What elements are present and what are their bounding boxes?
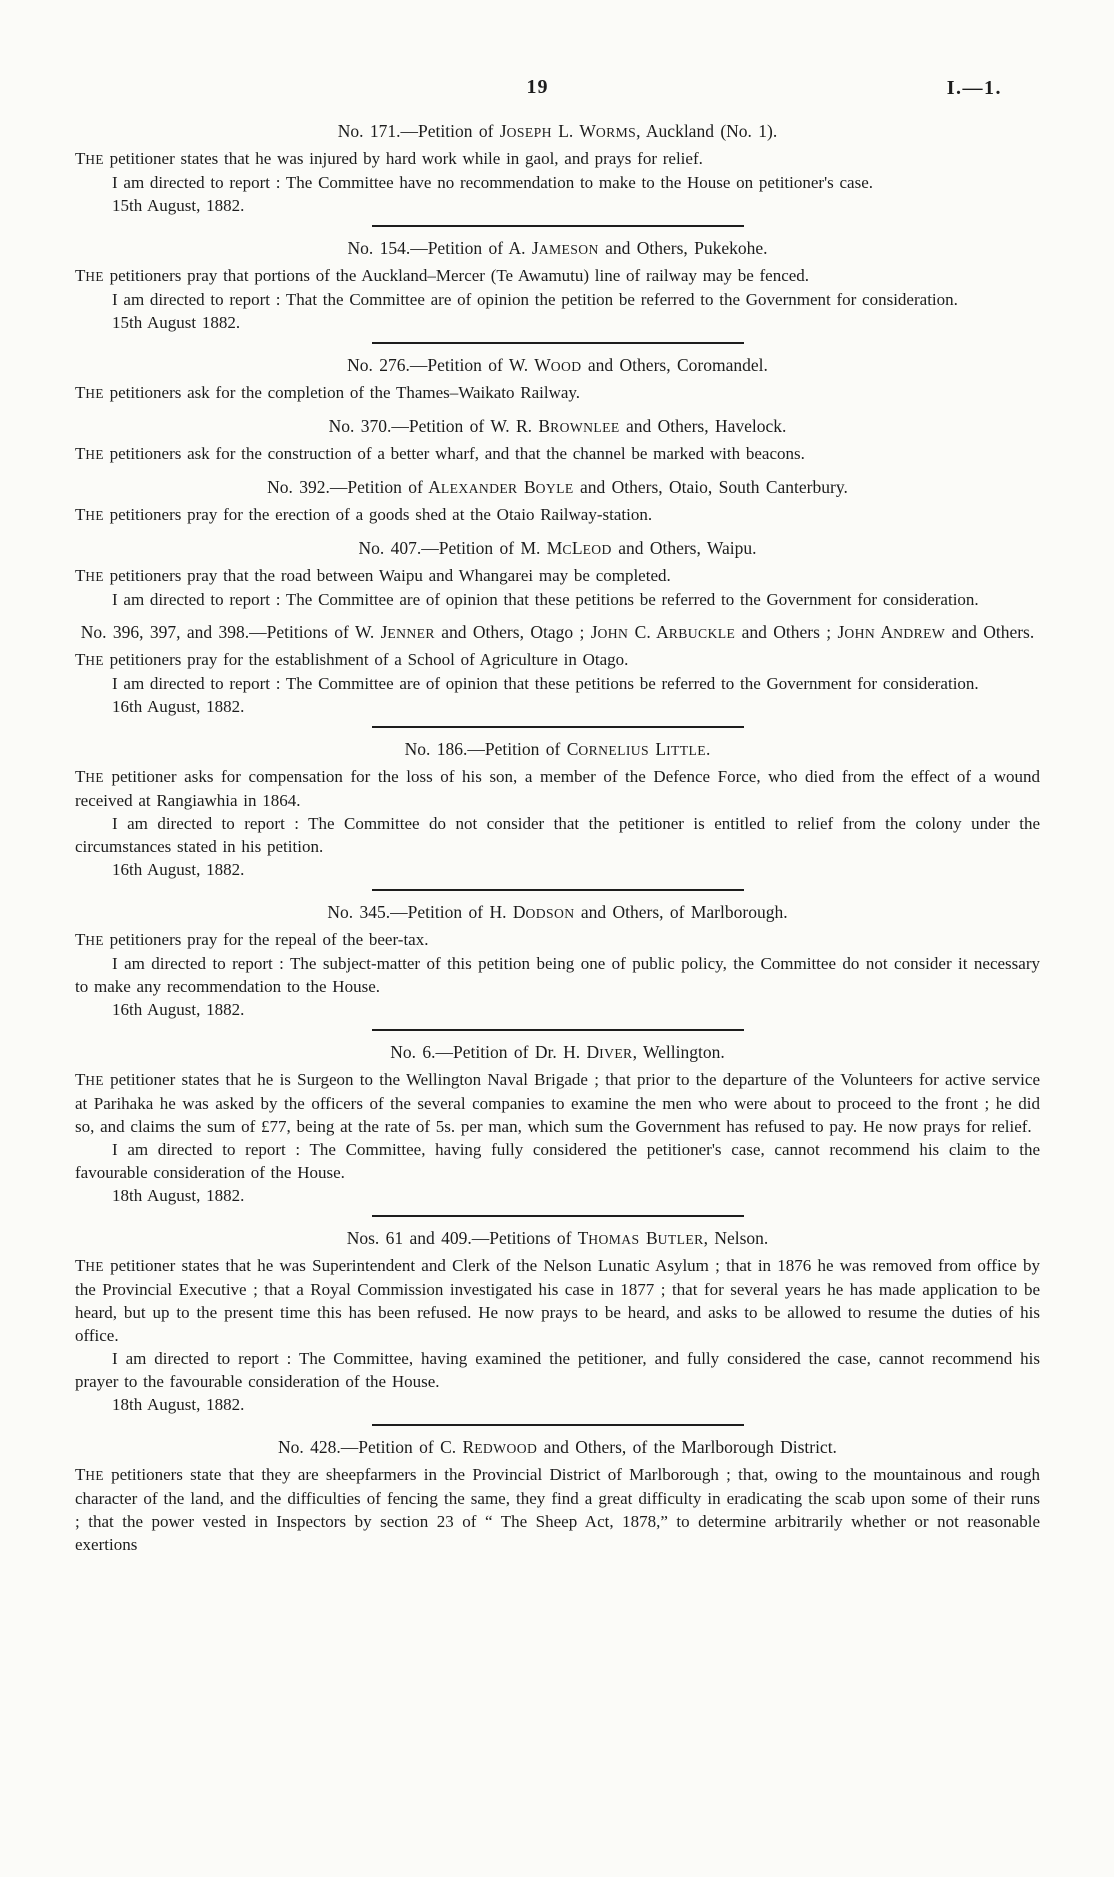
heading-text: and Others, Otaio, South Canterbury. [573,477,848,497]
heading-text: No. 276.—Petition of [347,355,509,375]
petition-paragraph: I am directed to report : The subject-matter of this petition being one of public policy, the Committee do not consider it necessary to make any recommendation to the House. [75,954,1040,996]
petition-heading [75,1227,1040,1251]
section-divider [372,1029,744,1031]
heading-text: No. 154.—Petition of [347,238,509,258]
petition-paragraph: I am directed to report : That the Committee are of opinion the petition be referred to the Government for consideration. [112,290,958,309]
section-divider [372,342,744,344]
petitioner-name: W. R. BROWNLEE [490,416,620,436]
small-caps-text: OYLE [535,481,574,496]
page-header [75,76,1040,110]
paper-reference: I.—1. [946,77,1002,99]
petition-paragraph: 15th August 1882. [112,313,241,332]
section-divider [372,1215,744,1217]
petition-entry [75,237,1040,344]
heading-text: Nos. 61 and 409.—Petitions of [346,1228,578,1248]
petitioner-name: JOHN ANDREW [837,622,946,642]
small-caps-text: LEXANDER [440,481,518,496]
small-caps-text: HE [85,386,104,401]
petition-heading [75,476,1040,500]
petition-paragraph: 16th August, 1882. [112,860,245,879]
petition-paragraph: 16th August, 1882. [112,697,245,716]
small-caps-text: HE [85,770,104,785]
small-caps-text: HE [85,269,104,284]
petition-entry [75,1436,1040,1556]
small-caps-text: HE [85,152,104,167]
small-caps-text: HE [85,1073,104,1088]
small-caps-text: UTLER [657,1232,704,1247]
petition-paragraph: THE petitioners state that they are sheepfarmers in the Provincial District of Marlborough ; that, owing to the mountainous and rough character of the land, and the difficulties of fencing the same, they find a great difficulty in eradicating the scab upon some of their runs ; that the power vested in Inspectors by section 23 of “ The Sheep Act, 1878,” to determine arbitrarily whether or not reasonable exertions [75,1465,1040,1554]
petition-heading [75,237,1040,261]
petition-paragraph: I am directed to report : The Committee do not consider that the petitioner is entitled to relief from the colony under the circumstances stated in his petition. [75,814,1040,856]
heading-text: , Wellington. [632,1042,725,1062]
section-divider [372,1424,744,1426]
petition-paragraph: I am directed to report : The Committee are of opinion that these petitions be referred to the Government for consideration. [112,590,979,609]
small-caps-text: ORNELIUS [578,743,650,758]
small-caps-text: ROWNLEE [550,420,620,435]
small-caps-text: HE [85,1259,104,1274]
small-caps-text: ENNER [387,626,435,641]
heading-text: No. 171.—Petition of [337,121,500,141]
petition-paragraph: THE petitioner states that he was injured by hard work while in gaol, and prays for relief. [75,149,703,168]
small-caps-text: EOD [582,542,612,557]
petitioner-name: DIVER [586,1042,633,1062]
petition-paragraph: 18th August, 1882. [112,1395,245,1414]
petition-paragraph: 15th August, 1882. [112,196,245,215]
small-caps-text: HE [85,1468,104,1483]
petitioner-name: JOHN C. ARBUCKLE [590,622,736,642]
small-caps-text: HE [85,508,104,523]
petition-heading [75,738,1040,762]
petition-entry [75,537,1040,611]
petitioner-name: CORNELIUS LITTLE [566,739,706,759]
small-caps-text: HOMAS [588,1232,640,1247]
petition-paragraph: THE petitioners pray for the repeal of the beer-tax. [75,930,429,949]
heading-text: No. 186.—Petition of [404,739,567,759]
petition-entry [75,354,1040,405]
heading-text: and Others ; [735,622,838,642]
small-caps-text: OHN [597,626,629,641]
petitioner-name: THOMAS BUTLER [577,1228,704,1248]
small-caps-text: C [562,542,572,557]
heading-text: and Others, of Marlborough. [574,902,788,922]
small-caps-text: ORMS [595,125,637,140]
petition-entry [75,901,1040,1031]
petition-entry [75,621,1040,728]
petition-entry [75,120,1040,227]
petition-paragraph: THE petitioners pray that portions of the Auckland–Mercer (Te Awamutu) line of railway may be fenced. [75,266,810,285]
petition-paragraph: I am directed to report : The Committee are of opinion that these petitions be referred to the Government for consideration. [112,674,979,693]
small-caps-text: HE [85,447,104,462]
petitioner-name: C. REDWOOD [440,1437,538,1457]
petition-entry [75,476,1040,527]
petitioner-name: W. WOOD [508,355,582,375]
section-divider [372,889,744,891]
petition-paragraph: I am directed to report : The Committee, having fully considered the petitioner's case, cannot recommend his claim to the favourable consideration of the House. [75,1140,1040,1182]
small-caps-text: HE [85,569,104,584]
small-caps-text: NDREW [893,626,946,641]
small-caps-text: AMESON [538,242,599,257]
petition-entry [75,415,1040,466]
petition-paragraph: 16th August, 1882. [112,1000,245,1019]
petition-paragraph: 18th August, 1882. [112,1186,245,1205]
heading-text: and Others, Havelock. [619,416,787,436]
petition-heading [75,415,1040,439]
petition-paragraph: THE petitioners pray for the erection of a goods shed at the Otaio Railway-station. [75,505,653,524]
petition-entry [75,1041,1040,1217]
petition-entries [75,120,1040,1556]
small-caps-text: HE [85,653,104,668]
small-caps-text: ODSON [525,906,575,921]
petition-paragraph: THE petitioners ask for the construction of a better wharf, and that the channel be marked with beacons. [75,444,805,463]
petition-paragraph: I am directed to report : The Committee, having examined the petitioner, and fully considered the case, cannot recommend his prayer to the favourable consideration of the House. [75,1349,1040,1391]
small-caps-text: OSEPH [506,125,552,140]
heading-text: and Others, Pukekohe. [598,238,768,258]
petition-paragraph: THE petitioner states that he is Surgeon to the Wellington Naval Brigade ; that prior to the departure of the Volunteers for active service at Parihaka he was asked by the officers of the several companies to examine the men who were about to proceed to the front ; he did so, and claims the sum of £77, being at the rate of 5s. per man, which sum the Government has refused to pay. He now prays for relief. [75,1070,1040,1136]
petitioner-name: M. MCLEOD [520,538,612,558]
heading-text: and Others, Coromandel. [581,355,768,375]
heading-text: No. 370.—Petition of [328,416,491,436]
petition-heading [75,120,1040,144]
small-caps-text: HE [85,933,104,948]
petitioner-name: JOSEPH L. WORMS [499,121,637,141]
heading-text: No. 6.—Petition of Dr. H. [390,1042,587,1062]
petition-paragraph: THE petitioner asks for compensation for the loss of his son, a member of the Defence Force, who died from the effect of a wound received at Rangiawhia in 1864. [75,767,1040,810]
heading-text: No. 392.—Petition of [267,477,429,497]
petition-paragraph: THE petitioners pray for the establishment of a School of Agriculture in Otago. [75,650,629,669]
heading-text: , Auckland (No. 1). [636,121,778,141]
petition-entry [75,1227,1040,1426]
heading-text: and Others, Otago ; [434,622,591,642]
section-divider [372,726,744,728]
heading-text: and Others, Waipu. [611,538,757,558]
small-caps-text: ITTLE [666,743,706,758]
petition-heading [75,354,1040,378]
heading-text: No. 345.—Petition of [327,902,490,922]
small-caps-text: OOD [550,359,582,374]
heading-text: No. 428.—Petition of [278,1437,441,1457]
small-caps-text: IVER [599,1046,633,1061]
petitioner-name: H. DODSON [489,902,575,922]
heading-text: No. 407.—Petition of [358,538,521,558]
small-caps-text: OHN [844,626,876,641]
petition-paragraph: THE petitioners ask for the completion of the Thames–Waikato Railway. [75,383,581,402]
petition-heading [75,901,1040,925]
petition-heading [75,537,1040,561]
small-caps-text: RBUCKLE [668,626,736,641]
heading-text: and Others. [945,622,1035,642]
small-caps-text: EDWOOD [474,1441,538,1456]
petition-paragraph: I am directed to report : The Committee have no recommendation to make to the House on petitioner's case. [112,173,873,192]
petition-heading [75,1041,1040,1065]
petition-heading [75,621,1040,645]
petition-paragraph: THE petitioner states that he was Superintendent and Clerk of the Nelson Lunatic Asylum ; that in 1876 he was removed from office by the Provincial Executive ; that a Royal Commission investigated his case in 1877 ; that for several years he has made application to be heard, but up to the present time this has been refused. He now prays to be heard, and asks to be allowed to resume the duties of his office. [75,1256,1040,1345]
heading-text: . [705,739,711,759]
page-number: 19 [526,76,549,98]
heading-text: No. 396, 397, and 398.—Petitions of [80,622,355,642]
heading-text: , Nelson. [703,1228,769,1248]
petition-entry [75,738,1040,891]
heading-text: and Others, of the Marlborough District. [537,1437,837,1457]
petition-heading [75,1436,1040,1460]
petitioner-name: ALEXANDER BOYLE [428,477,574,497]
petitioner-name: A. JAMESON [508,238,599,258]
petition-paragraph: THE petitioners pray that the road between Waipu and Whangarei may be completed. [75,566,671,585]
petitioner-name: W. JENNER [354,622,435,642]
section-divider [372,225,744,227]
